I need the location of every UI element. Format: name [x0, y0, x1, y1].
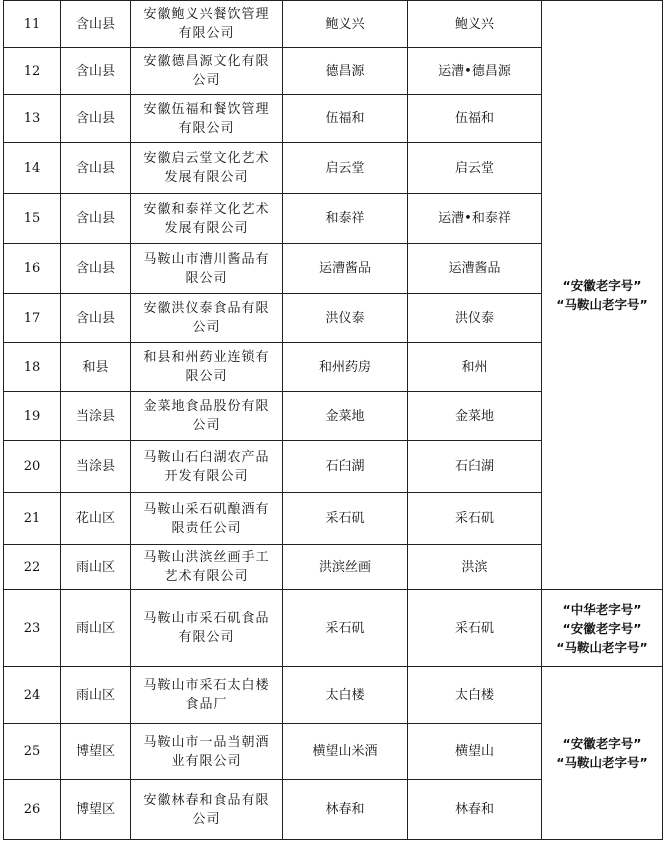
county-cell: 含山县 [61, 244, 131, 294]
company-name-line: 安徽和泰祥文化艺术 [143, 201, 270, 217]
trademark-cell: 采石矶 [408, 493, 542, 545]
company-cell [131, 1, 283, 48]
county-cell: 当涂县 [61, 392, 131, 441]
brand-name-cell: 太白楼 [283, 667, 408, 724]
brand-name-cell: 洪仪泰 [283, 294, 408, 343]
company-name-line: 限责任公司 [171, 520, 242, 536]
row-number-cell: 14 [4, 143, 61, 194]
trademark-cell: 鲍义兴 [408, 1, 542, 48]
brand-name-cell: 启云堂 [283, 143, 408, 194]
company-name-line: 限公司 [185, 369, 228, 384]
company-name-line: 安徽鲍义兴餐饮管理 [143, 7, 270, 22]
trademark-cell: 金菜地 [408, 392, 542, 441]
brand-name-cell: 和泰祥 [283, 194, 408, 244]
county-cell: 当涂县 [61, 441, 131, 493]
table-row [4, 1, 663, 48]
row-number-cell: 26 [4, 780, 61, 840]
brand-name-cell: 林春和 [283, 780, 408, 840]
company-name-line: 安徽德昌源文化有限 [143, 54, 270, 69]
brand-name-cell: 运漕酱品 [283, 244, 408, 294]
company-cell [131, 194, 283, 244]
company-name-line: 马鞍山市采石矶食品 [143, 611, 270, 626]
row-number-cell: 16 [4, 244, 61, 294]
row-number-cell: 13 [4, 95, 61, 143]
row-number-cell: 24 [4, 667, 61, 724]
row-number-cell: 17 [4, 294, 61, 343]
honor-title-line: “安徽老字号” [562, 620, 642, 636]
company-cell [131, 143, 283, 194]
county-cell: 含山县 [61, 48, 131, 95]
county-cell: 花山区 [61, 493, 131, 545]
row-number-cell: 25 [4, 724, 61, 780]
honor-title-line: “马鞍山老字号” [556, 297, 648, 312]
company-name-line: 马鞍山洪滨丝画手工 [143, 550, 270, 565]
company-name-line: 安徽伍福和餐饮管理 [143, 101, 270, 117]
county-cell: 博望区 [61, 724, 131, 780]
row-number-cell: 11 [4, 1, 61, 48]
brand-name-cell: 德昌源 [283, 48, 408, 95]
trademark-cell: 运漕酱品 [408, 244, 542, 294]
trademark-cell: 采石矶 [408, 590, 542, 667]
trademark-cell: 洪滨 [408, 545, 542, 590]
company-cell [131, 667, 283, 724]
honor-title-line: “马鞍山老字号” [556, 639, 648, 655]
row-number-cell: 21 [4, 493, 61, 545]
honor-title-line: “马鞍山老字号” [556, 755, 648, 770]
brand-name-cell: 横望山米酒 [283, 724, 408, 780]
company-name-line: 有限公司 [178, 630, 235, 645]
brand-name-cell: 洪滨丝画 [283, 545, 408, 590]
company-name-line: 公司 [192, 811, 221, 827]
county-cell: 博望区 [61, 780, 131, 840]
company-cell [131, 545, 283, 590]
row-number-cell: 22 [4, 545, 61, 590]
county-cell: 含山县 [61, 143, 131, 194]
company-name-line: 金菜地食品股份有限 [143, 399, 270, 414]
county-cell: 雨山区 [61, 667, 131, 724]
county-cell: 雨山区 [61, 545, 131, 590]
company-name-line: 公司 [192, 418, 221, 433]
company-cell [131, 244, 283, 294]
honor-title-cell [542, 667, 663, 840]
row-number-cell: 18 [4, 343, 61, 392]
row-number-cell: 12 [4, 48, 61, 95]
county-cell: 含山县 [61, 95, 131, 143]
company-cell [131, 493, 283, 545]
company-name-line: 马鞍山石臼湖农产品 [143, 449, 270, 465]
row-number-cell: 15 [4, 194, 61, 244]
trademark-cell: 横望山 [408, 724, 542, 780]
trademark-cell: 伍福和 [408, 95, 542, 143]
company-name-line: 公司 [192, 320, 221, 335]
company-name-line: 马鞍山采石矶酿酒有 [143, 501, 270, 517]
company-cell [131, 441, 283, 493]
company-name-line: 业有限公司 [171, 753, 242, 769]
company-name-line: 安徽洪仪泰食品有限 [143, 301, 270, 316]
honor-title-line: “安徽老字号” [562, 278, 642, 293]
company-name-line: 马鞍山市一品当朝酒 [143, 734, 270, 750]
company-name-line: 食品厂 [185, 697, 228, 712]
company-cell [131, 48, 283, 95]
county-cell: 含山县 [61, 1, 131, 48]
table-row [4, 590, 663, 667]
honor-title-line: “中华老字号” [562, 601, 642, 617]
company-name-line: 发展有限公司 [164, 220, 249, 236]
company-name-line: 马鞍山市漕川酱品有 [143, 251, 270, 267]
company-name-line: 限公司 [185, 270, 228, 286]
county-cell: 含山县 [61, 294, 131, 343]
company-cell [131, 95, 283, 143]
trademark-cell: 林春和 [408, 780, 542, 840]
trademark-cell: 洪仪泰 [408, 294, 542, 343]
company-name-line: 马鞍山市采石太白楼 [143, 678, 270, 693]
brand-name-cell: 采石矶 [283, 590, 408, 667]
brand-name-cell: 石臼湖 [283, 441, 408, 493]
company-cell [131, 392, 283, 441]
row-number-cell: 23 [4, 590, 61, 667]
time-honored-brands-table [3, 0, 663, 840]
company-cell [131, 724, 283, 780]
brand-name-cell: 鲍义兴 [283, 1, 408, 48]
trademark-cell: 运漕•德昌源 [408, 48, 542, 95]
honor-title-cell [542, 1, 663, 590]
brand-name-cell: 金菜地 [283, 392, 408, 441]
county-cell: 和县 [61, 343, 131, 392]
trademark-cell: 运漕•和泰祥 [408, 194, 542, 244]
company-name-line: 艺术有限公司 [164, 569, 249, 584]
brand-name-cell: 伍福和 [283, 95, 408, 143]
honor-title-cell [542, 590, 663, 667]
row-number-cell: 19 [4, 392, 61, 441]
honor-title-line: “安徽老字号” [562, 736, 642, 751]
company-name-line: 公司 [192, 73, 221, 88]
row-number-cell: 20 [4, 441, 61, 493]
trademark-cell: 石臼湖 [408, 441, 542, 493]
county-cell: 雨山区 [61, 590, 131, 667]
company-name-line: 和县和州药业连锁有 [143, 350, 270, 365]
trademark-cell: 和州 [408, 343, 542, 392]
table-row [4, 667, 663, 724]
company-name-line: 安徽林春和食品有限 [143, 792, 270, 808]
company-cell [131, 294, 283, 343]
company-name-line: 有限公司 [178, 120, 235, 136]
company-name-line: 有限公司 [178, 26, 235, 41]
trademark-cell: 太白楼 [408, 667, 542, 724]
company-cell [131, 343, 283, 392]
county-cell: 含山县 [61, 194, 131, 244]
trademark-cell: 启云堂 [408, 143, 542, 194]
company-name-line: 安徽启云堂文化艺术 [143, 151, 270, 166]
company-name-line: 发展有限公司 [164, 170, 249, 185]
brand-name-cell: 采石矶 [283, 493, 408, 545]
company-cell [131, 590, 283, 667]
company-cell [131, 780, 283, 840]
brand-name-cell: 和州药房 [283, 343, 408, 392]
company-name-line: 开发有限公司 [164, 468, 249, 484]
